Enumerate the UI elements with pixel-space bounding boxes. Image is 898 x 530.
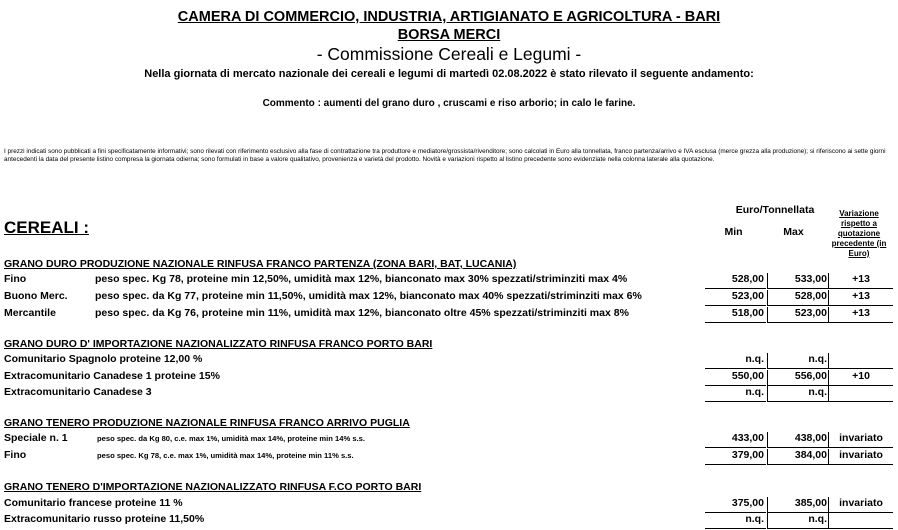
variation-value: invariato <box>828 497 893 513</box>
section-title: GRANO DURO PRODUZIONE NAZIONALE RINFUSA FRANCO PARTENZA (ZONA BARI, BAT, LUCANIA) <box>4 258 517 270</box>
variation-value <box>828 513 893 529</box>
row-label: Comunitario francese proteine 11 % <box>4 497 183 509</box>
row-description: peso spec. da Kg 80, c.e. max 1%, umidità max 14%, proteine min 14% s.s. <box>97 434 365 443</box>
min-value: 518,00 <box>705 307 766 323</box>
market-comment: Commento : aumenti del grano duro , cruscami e riso arborio; in calo le farine. <box>262 98 636 109</box>
max-value: 556,00 <box>767 370 829 386</box>
disclaimer-text: I prezzi indicati sono pubblicati a fini specificatamente informativi; sono rilevati con riferimento esclusivo alla fase di contrattazione tra produttore e mediatore/grossista/rivenditore; sono calcolati in Euro alla tonnellata, franco partenza/arrivo e IVA esclusa (merce grezza alla produzione); si riferiscono ai sette giorni antecedenti la data del presente listino compresa la giornata odierna; sono formulati in base a valore qualitativo, provenienza e varietà del prodotto. Novità e variazioni rispetto al listino precedente sono evidenziate nella colonna laterale alla quotazione. <box>4 148 886 164</box>
row-description: peso spec. Kg 78, proteine min 12,50%, umidità max 12%, bianconato max 30% spezzati/striminziti max 4% <box>95 273 628 285</box>
unit-header: Euro/Tonnellata <box>735 204 815 216</box>
variation-value: +13 <box>828 273 893 289</box>
min-value: n.q. <box>705 353 766 369</box>
max-value: n.q. <box>767 386 829 402</box>
commission-name: - Commissione Cereali e Legumi - <box>316 44 582 64</box>
table-row <box>4 432 894 448</box>
row-description: peso spec. da Kg 76, proteine min 11%, umidità max 12%, bianconato oltre 45% spezzati/striminziti max 8% <box>95 307 629 319</box>
document-subtitle: BORSA MERCI <box>397 27 501 43</box>
max-value: 384,00 <box>767 449 829 465</box>
variation-value: +13 <box>828 307 893 323</box>
row-label: Fino <box>4 273 27 285</box>
table-row <box>4 370 894 386</box>
variation-value: +10 <box>828 370 893 386</box>
table-row <box>4 513 894 529</box>
row-label: Speciale n. 1 <box>4 432 68 444</box>
category-heading: CEREALI : <box>4 218 89 237</box>
table-row <box>4 449 894 465</box>
table-row <box>4 353 894 369</box>
row-label: Extracomunitario russo proteine 11,50% <box>4 513 205 525</box>
row-label: Buono Merc. <box>4 290 68 302</box>
min-value: 528,00 <box>705 273 766 289</box>
variation-value: +13 <box>828 290 893 306</box>
min-value: 375,00 <box>705 497 766 513</box>
row-description: peso spec. da Kg 77, proteine min 11,50%, umidità max 12%, bianconato max 40% spezzati/striminziti max 6% <box>95 290 642 302</box>
max-column-header: Max <box>783 226 804 238</box>
table-row <box>4 497 894 513</box>
row-label: Comunitario Spagnolo proteine 12,00 % <box>4 353 203 365</box>
section-title: GRANO TENERO D'IMPORTAZIONE NAZIONALIZZATO RINFUSA F.CO PORTO BARI <box>4 481 422 493</box>
min-value: 433,00 <box>705 432 766 448</box>
variation-value <box>828 353 893 369</box>
section-title: GRANO DURO D' IMPORTAZIONE NAZIONALIZZATO RINFUSA FRANCO PORTO BARI <box>4 338 433 350</box>
min-value: n.q. <box>705 386 766 402</box>
table-row <box>4 290 894 306</box>
row-label: Fino <box>4 449 27 461</box>
variation-column-header: Variazione rispetto a quotazione precedente (in Euro) <box>831 209 887 258</box>
max-value: 385,00 <box>767 497 829 513</box>
max-value: n.q. <box>767 513 829 529</box>
max-value: 438,00 <box>767 432 829 448</box>
variation-value <box>828 386 893 402</box>
max-value: 533,00 <box>767 273 829 289</box>
max-value: n.q. <box>767 353 829 369</box>
section-title: GRANO TENERO PRODUZIONE NAZIONALE RINFUSA FRANCO ARRIVO PUGLIA <box>4 417 410 429</box>
market-intro: Nella giornata di mercato nazionale dei cereali e legumi di martedì 02.08.2022 è stato rilevato il seguente andamento: <box>144 68 754 80</box>
table-row <box>4 307 894 323</box>
row-label: Extracomunitario Canadese 1 proteine 15% <box>4 370 220 382</box>
variation-value: invariato <box>828 432 893 448</box>
min-value: 379,00 <box>705 449 766 465</box>
min-value: n.q. <box>705 513 766 529</box>
variation-value: invariato <box>828 449 893 465</box>
table-row <box>4 273 894 289</box>
table-row <box>4 386 894 402</box>
row-label: Extracomunitario Canadese 3 <box>4 386 152 398</box>
min-value: 550,00 <box>705 370 766 386</box>
min-value: 523,00 <box>705 290 766 306</box>
row-label: Mercantile <box>4 307 56 319</box>
min-column-header: Min <box>724 226 743 238</box>
row-description: peso spec. Kg 78, c.e. max 1%, umidità max 14%, proteine min 11% s.s. <box>97 451 354 460</box>
document-title: CAMERA DI COMMERCIO, INDUSTRIA, ARTIGIANATO E AGRICOLTURA - BARI <box>177 9 721 25</box>
max-value: 523,00 <box>767 307 829 323</box>
max-value: 528,00 <box>767 290 829 306</box>
